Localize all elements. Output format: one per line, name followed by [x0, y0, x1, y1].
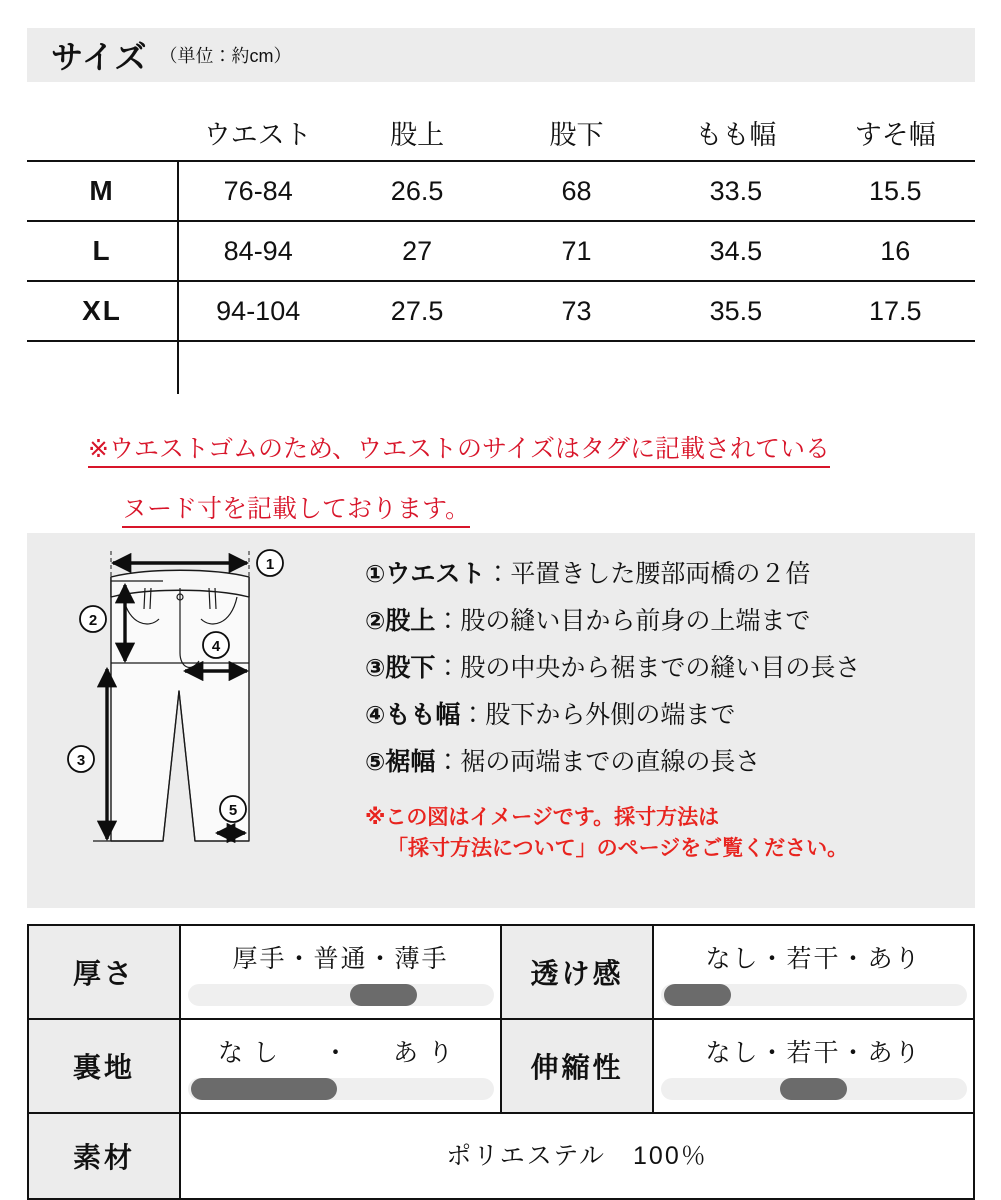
spec-label-sheerness: 透け感: [501, 925, 653, 1019]
column-header-thigh-width: もも幅: [695, 119, 777, 150]
spec-slider-thumb-stretch[interactable]: [780, 1078, 847, 1100]
spec-row-material: [28, 1113, 974, 1199]
diagram-disclaimer-line2: 「採寸方法について」のページをご覧ください。: [387, 837, 849, 860]
cell-m-rise: 26.5: [337, 161, 496, 221]
legend-sep-2: ：: [435, 607, 461, 635]
legend-sep-1: ：: [485, 560, 511, 588]
legend-key-thigh: もも幅: [385, 701, 461, 729]
waist-elastic-note: [88, 430, 968, 528]
legend-desc-hem: 裾の両端までの直線の長さ: [460, 748, 761, 776]
legend-item-inseam: [365, 645, 965, 692]
spec-slider-thumb-lining[interactable]: [191, 1078, 338, 1100]
page-title: サイズ: [51, 39, 148, 75]
table-row: [27, 161, 975, 221]
legend-key-hem: 裾幅: [385, 748, 436, 776]
spec-options-lining: なし ・ あり: [217, 1038, 463, 1067]
cell-l-thigh: 34.5: [656, 221, 815, 281]
diagram-marker-2: 2: [88, 612, 98, 629]
spec-label-lining: 裏地: [28, 1019, 180, 1113]
legend-desc-waist: 平置きした腰部両橋の２倍: [510, 560, 811, 588]
diagram-marker-1: 1: [265, 556, 275, 573]
diagram-marker-5: 5: [228, 802, 238, 819]
legend-sep-5: ：: [435, 748, 461, 776]
empty-cell-4: [656, 341, 815, 394]
spec-options-stretch: なし・若干・あり: [705, 1038, 922, 1067]
unit-label: （単位：約cm）: [159, 46, 292, 66]
legend-num-1: ①: [365, 561, 386, 588]
spec-table: [27, 924, 975, 1200]
diagram-disclaimer-line1: ※この図はイメージです。採寸方法は: [365, 806, 720, 829]
legend-sep-3: ：: [435, 654, 461, 682]
pants-illustration-svg: [67, 541, 357, 891]
cell-xl-inseam: 73: [497, 281, 656, 341]
cell-m-inseam: 68: [497, 161, 656, 221]
empty-size-cell: [27, 341, 178, 394]
legend-key-inseam: 股下: [385, 654, 436, 682]
legend-item-thigh: [365, 692, 965, 739]
size-section-header: [27, 28, 975, 82]
spec-label-material: 素材: [28, 1113, 180, 1199]
diagram-marker-4: 4: [211, 638, 221, 655]
cell-xl-waist: 94-104: [178, 281, 337, 341]
table-row-empty: [27, 341, 975, 394]
cell-xl-hem: 17.5: [816, 281, 975, 341]
cell-l-hem: 16: [816, 221, 975, 281]
cell-l-inseam: 71: [497, 221, 656, 281]
empty-cell-3: [497, 341, 656, 394]
spec-slider-thumb-sheerness[interactable]: [664, 984, 731, 1006]
cell-xl-rise: 27.5: [337, 281, 496, 341]
spec-slider-thickness[interactable]: [188, 984, 494, 1006]
spec-value-thickness: [180, 925, 501, 1019]
legend-item-rise: [365, 598, 965, 645]
legend-key-rise: 股上: [385, 607, 436, 635]
legend-num-3: ③: [365, 655, 386, 682]
waist-elastic-note-line2-wrap: [122, 490, 968, 528]
spec-value-lining: [180, 1019, 501, 1113]
diagram-marker-3: 3: [76, 752, 86, 769]
empty-cell-1: [178, 341, 337, 394]
pants-diagram: [67, 541, 357, 891]
spec-options-thickness: 厚手・普通・薄手: [232, 944, 449, 973]
spec-row-thickness-sheerness: [28, 925, 974, 1019]
cell-m-waist: 76-84: [178, 161, 337, 221]
legend-num-4: ④: [365, 702, 386, 729]
waist-elastic-note-line2: ヌード寸を記載しております。: [122, 495, 470, 528]
column-header-hem-width: すそ幅: [854, 119, 936, 150]
spec-slider-lining[interactable]: [188, 1078, 494, 1100]
legend-sep-4: ：: [460, 701, 486, 729]
cell-m-thigh: 33.5: [656, 161, 815, 221]
cell-xl-thigh: 35.5: [656, 281, 815, 341]
waist-elastic-note-line1: ※ウエストゴムのため、ウエストのサイズはタグに記載されている: [88, 435, 830, 468]
diagram-disclaimer: [365, 802, 965, 864]
table-row: [27, 281, 975, 341]
size-table: [27, 104, 975, 394]
column-header-inseam: 股下: [549, 119, 604, 150]
legend-desc-rise: 股の縫い目から前身の上端まで: [460, 607, 811, 635]
size-label-m: M: [27, 161, 178, 221]
spec-label-thickness: 厚さ: [28, 925, 180, 1019]
spec-value-material: [180, 1113, 974, 1199]
spec-slider-sheerness[interactable]: [661, 984, 967, 1006]
material-composition: ポリエステル 100％: [446, 1142, 708, 1170]
column-header-rise: 股上: [390, 119, 445, 150]
spec-slider-stretch[interactable]: [661, 1078, 967, 1100]
legend-item-waist: [365, 551, 965, 598]
spec-slider-thumb-thickness[interactable]: [350, 984, 417, 1006]
spec-row-lining-stretch: [28, 1019, 974, 1113]
column-header-waist: ウエスト: [203, 119, 312, 150]
measurement-diagram-panel: [27, 533, 975, 908]
legend-key-waist: ウエスト: [385, 560, 486, 588]
legend-desc-thigh: 股下から外側の端まで: [485, 701, 736, 729]
legend-num-2: ②: [365, 608, 386, 635]
size-label-l: L: [27, 221, 178, 281]
legend-desc-inseam: 股の中央から裾までの縫い目の長さ: [460, 654, 861, 682]
cell-l-waist: 84-94: [178, 221, 337, 281]
spec-options-sheerness: なし・若干・あり: [705, 944, 922, 973]
empty-cell-2: [337, 341, 496, 394]
table-corner-cell: [27, 104, 178, 161]
spec-value-stretch: [653, 1019, 974, 1113]
table-row: [27, 221, 975, 281]
spec-value-sheerness: [653, 925, 974, 1019]
table-header-row: [27, 104, 975, 161]
cell-m-hem: 15.5: [816, 161, 975, 221]
measurement-legend: [365, 551, 965, 864]
cell-l-rise: 27: [337, 221, 496, 281]
spec-label-stretch: 伸縮性: [501, 1019, 653, 1113]
size-label-xl: XL: [27, 281, 178, 341]
empty-cell-5: [816, 341, 975, 394]
legend-num-5: ⑤: [365, 749, 386, 776]
legend-item-hem: [365, 739, 965, 786]
